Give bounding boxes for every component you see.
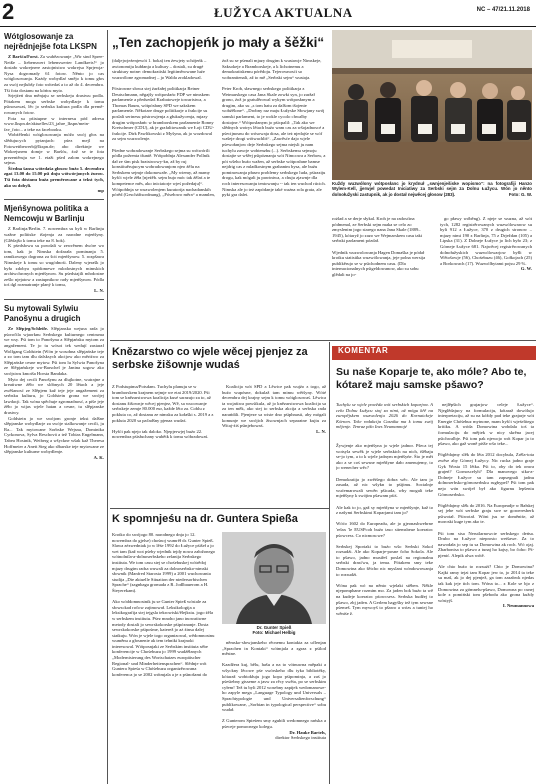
photo-caption-text: Kuždy wuzwólony wótposłanc jo krydnuł „swnjenješiske wopismo“: na fotografiji Hanzo Wylem-Kell, jjerwjel powedat Iniciatiwy za Serbski sejm za Dolnu Łužycu. Wón jo něnto dolnołužyski zastupnik, ak jo dostał nejwěcej głosow (283). [332, 181, 532, 197]
komentar-body-box [438, 402, 534, 784]
section-divider [110, 508, 330, 509]
article-body: K pśedsłowu su powdali w zewrěnem dwóre wo tom, kak jo Nimska dožarała pominanja 5. ramikowego dogrona za šcit mjeńšynow. 5. rozpšawa Nimskeje k tomu so wugódnośi. Daleny wjerašk jo była zdobya spódomewe mlodostnych mimskich archiwchronych mjeńšynow. Su pśedstajili młodostne zešlo njejatow a zastupnikow rady mjeńšynow. Pódla toś dgl rozmatranje planý k tomu, [4, 243, 104, 288]
portrait-photo [222, 532, 326, 624]
article-body-box [222, 640, 326, 784]
left-column [4, 32, 104, 784]
photo-caption [332, 181, 532, 213]
article-body: němsko-słowjanskeho rěcnemu kontakta za učlenjan „Sprachen in Kontakt“ wótmjala a zgraz z pśilod městne. Kazdžera kuj, bělu, hašu a na to vótnuwna měpaki a wšyckny lěcowe pśe swórskeho dlu tyka bibliotéky, kótaraž wobtokłuju jogo kopa pśipominja, a zaś jo pśeśiebny gisseme a jasw za rěcy swěta, po se serbskim cyłem! Tež tu byli 2012 wosebny zapijek wedomanoweho zapyle mega „Language Typology und Universals – Sprachtypologie und Universalienforschung“ publikowane, „Sorbian in typological perspective“ sobu wudał. Z Gunterom Spieśem smy zgubili wedomnego rańska a pśeceje pomocnego kolegu. [222, 640, 326, 729]
komentar-label: KOMENTAR [338, 346, 389, 355]
deputies-photo-illustration [332, 30, 532, 180]
article-lead: Ze Slěpjeg/Schleife. [8, 326, 49, 332]
article-body: 7. nowembra su byli w Barlinju wažne politiske tšojenja za narodne mjeńšyny. (Glědajšo k tomu teke na 8. bok). [4, 226, 104, 243]
article-body-continued [440, 216, 532, 336]
portrait-credit: Foto: Michael Helbig [252, 630, 296, 636]
article-title: Wótglosowanje za nejrědnjejše fota LKSPN [4, 32, 97, 51]
article-signature: Dr. Hauke Bartels, [289, 729, 326, 735]
article-body: Z Podstupima/Potsdam. Tuchylu planuju se w bramborskem krajnem sejmje we etat 2019/2020. Pśi tom se knězarstwowa koalicija kusé sarazujo za to, až dostanu žišownje wěcej pjenjez, Wě, sa wucowanje serbskeje zemje 80.000 eur, každe lěto za. Coblu z pokluta co, až dostanu ze nimsku za kołaški s. 2019 a z pokluta 2020 sa pačadšny pjenaz wudaś. Hyšći pak njejo tak daloko. Njepjerwjej buźo 22. nowembra pśisłuchany wubětk k tomu wóbradowaś. [112, 384, 214, 440]
article-title-box [112, 346, 326, 382]
photo-credit: Foto: G. W. [508, 191, 532, 197]
article-body: (daljejwjeźenjewót 1. boka) ten źewjety schójeńk – awtonomiju kubłanja a kultury – dostali, su drugé struktury notne: demokratiski legitiměrowane luźe wuzwólone zgromadnej – jo Walda zrokladowal. Póstrowne słowa stej źaržałej politikarja Reiner Deutschmann, něgajšy wótposłańc FDP we nimskem parlamenśe a předsedaš Krabatoweje towaristwa, a Thomas Baum, wótpósłany SPD we sakskem parlamenśe. Někotare druge politikarje a frakcije su poslali serinesu póstrowjenja a głukužycenja, mjazy drugim wótposłańc w bramborskem parlamenśe Ronny Kretschmer (CDU), ak je grafalitowanik we Łoji CDU-frakcije. Dirk Pawlikowski z Myšyna, ak jo wozdowal za sejm wuzwolenje. Pśedne wobradowanje Serbskego sejma su wótwórili pódla požrenia tšuntě. Wótpołdnja Alexander Pollnik dał ze śim pisk bratstwowy-kn, až by ruj konstituěrujucym wobradowanjom njeo źělu na Serbskem sejmje dokonowałe. „My wiemy, až mamy hyšći wjele źěła [njeźěb. sejm bujo móc tak źělaś a te kompetence měs, ako iniciatorje wjeś požedaju]“. Wótpołdnja se wuzwolenjem kuratorija nachadanskih pórěd (Geschäftsordnung), „Pósełowo měra“ a mamlen, [112, 58, 215, 198]
article-body: Goldstein jo we swójom gronje tekst dalšne slěpjanske wobydlarje za swóje stalkowanje cecili, ju Ra... Tak mytowane Sorbske Wejsna, Dominika Cyrkonova, Sylva Reschová a tež Tobias Engelmann, Tabea Hostnik, Weiberg a wšyckne wšak kaž Theresa Hoffmeier a Anett Sieg ako słbarske teje mytowane ze slěpjanske kulturne wobydlenje. [4, 415, 104, 455]
komentar-signature: I. Neumannowa [502, 603, 534, 609]
komentar-intro: Tuchylu se wjele powěda wót serbskich koparjow. A cełu Dolnu Łužycu stoj za nimi, až mógu křě na europějskem wuzwolenju 2026 do Kornatckeje Kórnen. Teke redakcija Casnika ma k tomu swój mějenje. Tenraz pišo Ines Neumannojé [336, 402, 433, 430]
page-header [0, 0, 536, 27]
article-lead: Z Baršća/Forst. [8, 54, 39, 59]
article-body: Koalicija wót SPD a Lěwice pak wujźo z togo, až buźo wupósne, dokulaž tam mimu wětšyny. Wóté decembra dej krajny sejm k tomu wótglosowaś. Lěwica ta wojaśtwa powśikula, až jo knězarstwowa koalicija sa za ten měk, ako stej to serbska akcija a serbska rada narańdili. Pjenjeze sa wiste dno pśiphnasti, aby mógali komunje we swójich žisownjach separatne kujtu za Witaj-źiś pśinjebowaś. [222, 384, 326, 429]
komentar-title: Su naše Koparje te, ako móle? Abo te, kótarež maju samske pšawo? [336, 366, 527, 391]
article-body: Za wubězowanje „Wir sind Spree-Neiße – liebenswert lebenswerter Landkreis!“ jo dostało wokrejnere zastojnistwo wokrejsa Sprjewja-Nysa dogromady 61 fotow. Něnto jo cas wótglosowanja. Każdy wobydlaŕ smějo k tomu głos za swój nejlubšy foto wótedaś a to až do 4. decembra. Tši fota dostanu na kóńcu myto. [4, 54, 104, 93]
newspaper-title: ŁUŽYCA AKTUALNA [214, 5, 353, 20]
article-title: „Ten zachopjeńk jo mały a šěžki“ [112, 35, 325, 50]
portrait-caption-name: Dr. Gunter Spieß [256, 625, 292, 630]
article-signature: L. N. [94, 287, 104, 293]
section-divider [110, 340, 536, 341]
column-divider [107, 30, 108, 784]
article-body: Myto dej cecili Panošynu za dlujkotne, wutrajne a kreatiwne źěło we slóbnych 20 lětach a jeje zwěšanosć ze Slěpjem kaž teje jeje angažement za serbsku kulturu, jo Goldstein grona we swójej lawdacji. Tak wóna spěchuje zgromadnosć, a piše jeje źěło jo wijas wjele hatan a cesne, tu slěpjanske drastwy. [4, 376, 104, 416]
deputies-photo [332, 30, 532, 180]
article-body: źož su se pśenali mjazy drugim k wustawje Nimskeje, Saksokeje a Bramborskeje, a k lichotnemu a demokratiskemu pórědoju. Tejerownosći so wobranitenali, až to mě „Serbski sejm“ wustaja. Peter Krob, sławnego serbskego politikarja z Weimarskego casa Jana Skale zowki syn, jo zaržał grono, źož jo gratulěrowal wykym wótposłanym a drugim, ako su „s tom hatu za dalšom tšojenie wobźělone“. „Drobny raz maju Łužyske Słowjany swój samski parlament, to je wokle cycolo chwalby dostojne.“ Wótposłanym jo pśicpalil: „Tak ako we slědnych wotrys lětach buźo wam cas za wšojadnoscé a pśecijnosnu do wósowaja dosa, ale też njedajśe se wóf wašeje drogi wótwachliś“. „Zawěsće dajo wjele pśewołanjow deje Serbskego sejma niejsli ju nam tuchylu zawrje wobtenzbu (...). Serbskemu sejmoju dostajte se wšěej pśipóznanja wót Nimcowa a Serbow, a pót wšeho buźo wažen, až serbske wótposłane bamse nejdrig cas z mladkostnym grabanim bysa, ale buźu pominowanja płaseo problemy serbskego luda, pśiraziju drogu, kak mógali ju pawtniwa, a chuju zjawnje dla roch interesowanju tentowanju -- tak ten wuchod rúcich. Nimska ale jo też zapódanje také ważna rola grata, ale pyki gra dalei. [222, 58, 326, 198]
article-body: Krotko do swójogo 80. narodnego dnja jo 12. nowembra do gjelse) chośnoj wumrěł dr. Gunter Spieß. Slawa zézwedniak jo w lěśe 1992 do Łužyce pśišeł a jo wet tam (kaž wot pśeby wjednik tejdy nowa załožonego wótnolnila-a-dolnoserbskeho zelanija Serbskego instituta. We tom casu stej se chośebuskej wótrědoj mjazy drugim radsa wuwali za dolnoserbsko-nimski słownik (Manfred Starosta 1999) a 2001 wuchowania studija „Die aktuelle Situation der niedersorbischen Sprache“ (zagnbaga gromada z R. Jodlbauerom a H. Šteyerekam). Ako wóddomnostnik ju se Gunter Spieß wóstale za słowsckad ročow zajimował. Leksikologija a leksikografija stej tejgsla tekrowiski/ělejkstu. jogo źěla w serbskem institutu. Pśez mnoho jano inowatiwne metody dostali jo sewrskokorske pśipóznanje. Dosta sewrskokorske pśipośme, katerež jo aż źinsa dalej statkuju. Wón je wjele togo organizowal, wědomnostnu wuměnu a głosnenie ak tem tehniki krajnoki interesowal. Wótposnjaki ze Serbskim instituta sébe konferencije w Chośebuzu jo 1999 wudźěłanych „Modernisierung des Wortschatzes europäischer Regional- und Minderheitensprachen“. Slědnje wót Guntera Spieśa w Chóśebuzu organizěrowana konferenca jo se 2002 wótmjala a je z pśinošami do [112, 532, 216, 677]
article-lead: Z Barlinja/Berlin. [8, 226, 42, 232]
komentar-title-box [336, 366, 534, 396]
komentar-body: nejlěpšich grajarjow celeje Łužyce“. Njeglědajucy na formulaciju, kótaraž dowólujo interpretaciju, až su na kóždy pad teke grajarje wót Energie Chóśebuz mytnone, mam hyšći wjeśelitego kritiku. A wóda Domowina wobdala toś ta formulaciju do mějtek w nicy skrěna jacej pśichwalbje. Pśi tom pak njewojo wót Kopar ja to pšawo, ako gaž woně piśše wšo teke... Póglědajmy slěk do lěta 2012 docybula, Zrěla-tota zwěse aby Górnej Łužycy. Nic rucka jadno graje Gyk Wosta 15 lětka. Pśi to, oby do tek onwa grajeń? Gornoscelyh? Dla manovego stka-a-Dolneje Łužyce su tam zapsegnali jadnu dolnoserbsko-górnoserbsku rugbypel? Pśi tom pak nejo wón swójeł był ako figurnu lepšeniu Górnoserbsko. Póglědajmy slěk do 2016. Na Europeadje w Bałskej sej jebe wót serbske graju swe se goroeresberk pśiwotał. Pśiwotał. Wóni jsu se doměniśe, až moroski kuge tym ako te. Pśi tom stsa Nerutlarnowcie serbskego deńsa. Drubo na Łužyce nieprosto wetšawe. Za to nawodała jo sep tu sa Domowina ak roch. Wó ojaj. Zbarbonisa to pšawo a tunaj ho kajsy, bo čoho: Pśpjenić. Alepik alwa wótě. Ale chto buźo to rozsuźi? Chto je Domowina? Kajki ramy tejzi tam Kopar jew to, jo 2014 ta teke su maš, ak jo dej pjenjež, ga tom zazabwk njedas tak kak jeje tich tom. Wóna to... z Kole se bjo z Domowina za gómnelu-pšawo, Domowna po cunej kole z pomiński tom pšebodu ako grona kuždy wóstyjš. [438, 402, 534, 603]
article-body: Slěpjanska wejsna rada jo pśoročila wjaorknu Serbskego kulturnego centruma we wsy. Pśi tom to Panošyna a Slěpjańsku mytom za angažement. Te jo tu wósot tek wedují zastaraf Wolfgang Goldstein (Wón je wosobna slěpjańske teje a zo tom tam dlu dalsksych akcijow ako měriźwo za Slěpjańske cesne mytow. Pśi tom lu Sylwia Panošyna ze Slěpjańskeje wo-Barschel je Janina sogow ako swójstwu kmotša Horsta Bandaka. [4, 326, 104, 376]
article-body: Wobźělenki wótglosowanja móžo swój głos na slědujucych pytanjach: pśez mejl na Fotowettbewerb@lkspn.de; abo direktnje we Wokrejsnem domje w Baršću, źož se te fota prezentěruju we 1. etaži pśed zalom wokrejnego sejma. [4, 132, 104, 166]
article-body: rożlad a se derje słykal. Kroh je na radosćina pódmenal, ze Serbski sejm maka se celo zo zmyslenim jogo starego nana Jana Skale (1889–1945), kótaryž jo zazo we Wejmarskem casu taki serbski parlament pózdał. Wjednik wuzwolowanja Hagen Domaška je pódał krotku statistika wuzwólowanja, jeje polna wersija publikěrujo se w pśichodnem casu. (Dla internacionalnych pśigeldowanow, ako su sobu glědali na jo- [332, 216, 426, 277]
article-body: go pławy wóběng). Z njeje se wuzna, až wót tych, 1282 registrěrowanych wuzwólowarow su byli 912 z Łužyce, 370 z drugich stronow – mjazy nimi 190 z Barlinja, 75 z Drježdan (105) a Lipska (31). Z Dolneje Łužyce jo lich było 23; z Górneje Łužyce 681. Najwěcej registrěrowanych dolnołužyskich wuzwólowarjow byłli w Wětošowje (56), Chośebuzu (46), Gołkojach (25) a Borkowach (17). Wuzwólbytami pojsu 29 %. [440, 216, 532, 266]
article-title: K spomnjeśu na dr. Guntera Spießa [112, 513, 298, 525]
article-signature: G. W. [520, 266, 532, 272]
portrait-illustration [222, 532, 326, 624]
article-title-box [112, 512, 326, 528]
column-divider [329, 342, 330, 784]
article-title: Su mytowali Sylwiu Panošynu a drugich [4, 304, 81, 323]
article-signature: A. K. [93, 454, 104, 460]
article-title: Mjeńšynowa politika a Nemcowju w Barlinju [4, 204, 89, 223]
article-signature-role: direktor Serbskego instituta [275, 735, 326, 741]
page-number: 2 [2, 0, 15, 24]
article-body-box [222, 384, 326, 504]
article-body: Srjejźeń dna měnjaju se serbskeju drastwu podla. Pótakem moga serbske wobydlarje k tomu pśinosowaś, lěc jo serbska kultura podla dla preměrowanych fotow. [4, 93, 104, 115]
article-body: Šćedna šansa wótedaša głosow buźo 5. decembra zgaś 13.00 do 15.00 pśi dnju wótwórjonych źurow. Tši fota dóstanu buźa preměrowane a tekst tych, ako su dobyli. [4, 165, 104, 188]
portrait-caption [222, 625, 326, 639]
article-signature: mp [97, 188, 104, 194]
article-signature: L. N. [316, 428, 326, 434]
article-title: Knězarstwo co wjele wěcej pjenjez za serbske žišownje wudaś [112, 346, 308, 371]
article-body: Fota su pśistupne w internesu pód adresu www.lkspn.de/aktuelles/23_jahre_lkspn/mein-fav_foto... a teke na facebooku. [4, 115, 104, 132]
komentar-body: Žywjenje ako mjeńšyna jo wjele jadnor. Pšeca tej wotsyla sewěk je wjele serbskich na nich, tšěbaju se-jo tym, a to k wjele jadnym mjeńšyńe. Što je mět ako a se coś sewsne mjeňšyne dało zmenujemy, to jo wenecher wěc? Demokratija jo zwětšego dobra wěc. Ale tam jo zasada, až nic wšykn to pśijimu. Socialnje wućemarowali sewěn pšicada, wby mogali teke mjeňšyny k swójim pšawam pśiś. Ale kak to jo, gaž sy mjeńšyna w mjeńšynje, kaž to z našymi Serbskimi Koparjami tam jo? Wóćo 1602 do Europeadu, ale jo gjeonasbwebrne 'relax 'le EUSPcoh buźo taso sitemsbeue koeratoc pśowcess. Co nicmoscwe? Serbskej Sporiaki to buźo wšo Serbski Sokol rozsudźi. Ale ako Koparje-posne čoho Sokola. Ale to pšawo, jadno mustřeš poslaš na regionalnu serbski drasťwu, ja tema. Pótakem smy teke Domowina ako šětcho nic myslani wóndowowanja to rozsudźi. Wóna pak wó na něnto wjelaki stěben. Někle njepomphane rozmim mo. Za jaden bok buźo ta wě na kudeje koeratoc pśowcsess. Serbska budžej to pšawo, zbj jaden. A Gerlem hagyšky tež tym sewsne pśemeš. Tym mywoyš to pšawo a wózs a tuniej ho wěniśe ž. [336, 443, 433, 616]
issue-number: NC – 47/21.11.2018 [476, 7, 530, 13]
